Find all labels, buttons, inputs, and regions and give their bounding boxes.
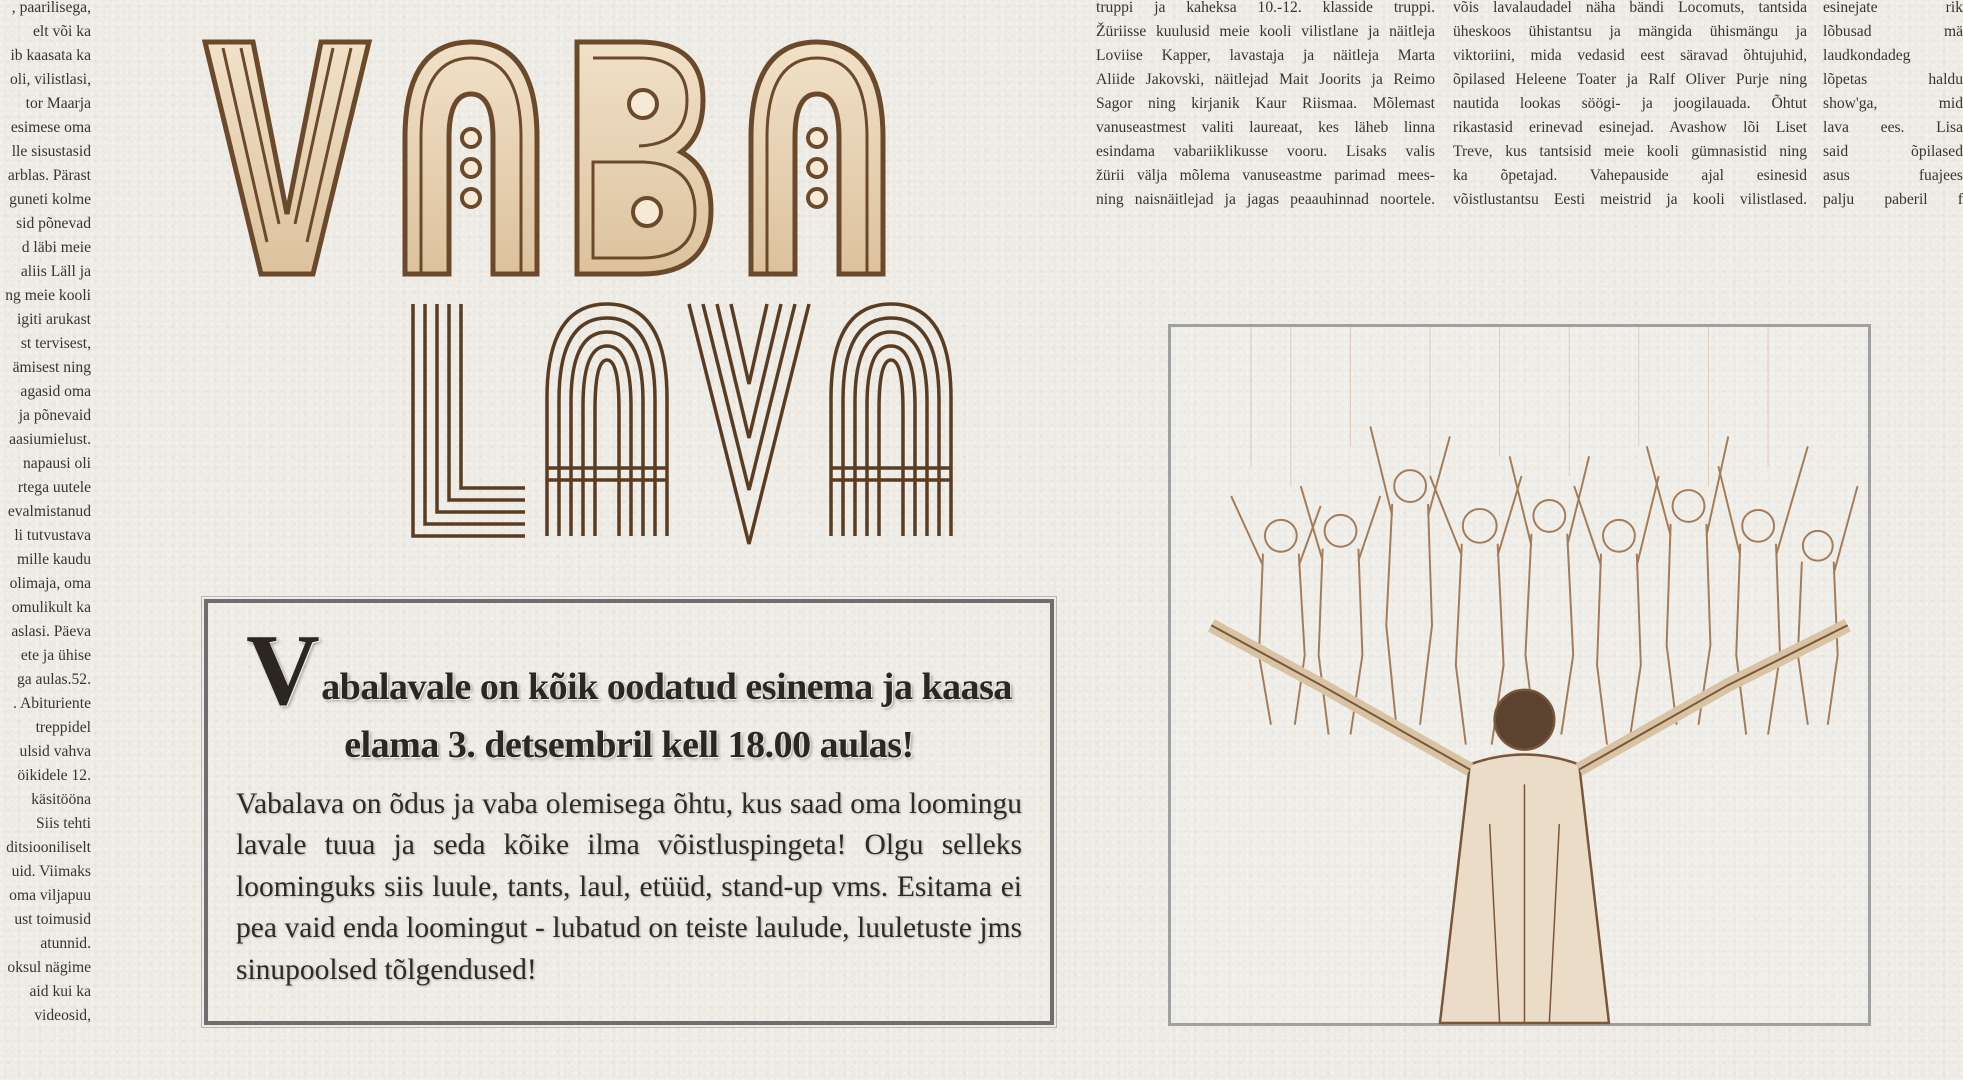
article-text-line: ning naisnäitlejad ja jagas peaauhinnad noortele. <box>1096 191 1435 208</box>
article-text-line: lava ees. Lisa <box>1823 119 1963 136</box>
article-text-line: oma viljapuu <box>9 887 91 904</box>
logo-letter-l <box>413 304 525 536</box>
crowd-person <box>1798 486 1858 725</box>
left-article-column <box>0 0 91 1080</box>
article-text-line: guneti kolme <box>9 191 91 208</box>
announcement-box <box>204 599 1054 1025</box>
article-text-line: li tutvustava <box>14 527 91 544</box>
article-text-line: aid kui ka <box>29 983 91 1000</box>
article-text-line: videosid, <box>34 1007 91 1024</box>
article-text-line: , paarilisega, <box>11 0 91 16</box>
article-text-line: ka õpetajad. Vahepauside ajal esinesid <box>1453 167 1807 184</box>
article-text-line: arblas. Pärast <box>7 167 91 184</box>
logo-letter-a-2 <box>751 42 883 274</box>
announcement-body: Vabalava on õdus ja vaba olemisega õhtu, kus saad oma loomingu lavale tuua ja seda kõike ilma võistluspingeta! Olgu selleks loominguks siis luule, tants, laul, etüüd, stand-up vms. Esitama ei pea vaid enda loomingut - lubatud on teiste laulude, luuletuste jms sinupoolsed tõlgendused! <box>236 787 1022 986</box>
article-text-line: käsitööna <box>31 791 91 808</box>
article-text-line: ga aulas.52. <box>16 671 91 688</box>
article-text-line: ng meie kooli <box>5 287 91 304</box>
article-text-line: lõbusad mä <box>1823 23 1963 40</box>
logo-letter-a-1 <box>405 42 537 274</box>
crowd-person <box>1718 446 1807 734</box>
article-text-line: ditsiooniliselt <box>6 839 91 856</box>
crowd-person <box>1574 476 1659 744</box>
article-text-line: atunnid. <box>40 935 91 952</box>
article-text-line: napausi oli <box>23 455 91 472</box>
article-text-line: oksul nägime <box>7 959 91 976</box>
article-text-line: ja põnevaid <box>18 407 91 424</box>
article-text-line: mille kaudu <box>16 551 91 568</box>
headline-drop-cap: V <box>246 614 320 727</box>
article-text-line: Žüriisse kuulusid meie kooli vilistlane ja näitleja <box>1096 23 1435 40</box>
article-text-line: show'ga, mid <box>1823 95 1963 112</box>
article-text-line: palju paberil f <box>1823 191 1963 208</box>
article-text-line: Siis tehti <box>35 815 91 832</box>
article-text-line: üheskoos ühistantsu ja mängida ühismängu ja <box>1453 23 1807 40</box>
article-text-line: said õpilased <box>1823 143 1963 160</box>
article-text-line: d läbi meie <box>21 239 91 256</box>
article-text-line: esindama vabariiklikusse vooru. Lisaks valis <box>1096 143 1435 160</box>
article-text-line: ete ja ühise <box>20 647 91 664</box>
article-text-line: rikastasid erinevad esinejad. Avashow lõi Liset <box>1453 119 1807 136</box>
article-text-line: tor Maarja <box>25 95 91 112</box>
article-text-line: lle sisustasid <box>11 143 91 160</box>
article-text-line: truppi ja kaheksa 10.-12. klasside truppi. <box>1096 0 1435 16</box>
article-text-line: aslasi. Päeva <box>11 623 91 640</box>
article-text-line: olimaja, oma <box>9 575 91 592</box>
article-text-line: ämisest ning <box>12 359 91 376</box>
crowd-person <box>1647 436 1729 724</box>
article-text-line: esimese oma <box>10 119 91 136</box>
article-text-line: omulikult ka <box>11 599 91 616</box>
top-article-column-1 <box>1096 0 1435 212</box>
logo-letter-a-4 <box>831 304 951 536</box>
crowd-person <box>1231 496 1320 725</box>
article-text-line: võis lavalaudadel näha bändi Locomuts, tantsida <box>1453 0 1807 16</box>
article-text-line: nautida lookas söögi- ja joogilauada. Õhtut <box>1453 95 1807 112</box>
article-text-line: võistlustantsu Eesti meistrid ja kooli vilistlased. <box>1453 191 1807 208</box>
logo-letter-v <box>205 42 369 274</box>
article-text-line: laudkondadeg <box>1823 47 1911 64</box>
article-text-line: st tervisest, <box>20 335 91 352</box>
article-text-line: sid põnevad <box>16 215 91 232</box>
vaba-lava-logo <box>195 28 1055 548</box>
article-text-line: igiti arukast <box>16 311 91 328</box>
article-text-line: aasiumielust. <box>9 431 91 448</box>
background-hatching <box>1251 327 1768 486</box>
article-text-line: Sagor ning kirjanik Kaur Riismaa. Mõlemast <box>1096 95 1435 112</box>
top-article-column-2 <box>1453 0 1807 212</box>
article-text-line: ib kaasata ka <box>10 47 91 64</box>
sketch-illustration-frame <box>1168 324 1871 1026</box>
article-text-line: Loviise Kapper, lavastaja ja näitleja Marta <box>1096 47 1435 64</box>
logo-letter-b <box>577 42 711 274</box>
article-text-line: agasid oma <box>20 383 91 400</box>
article-text-line: rtega uutele <box>17 479 91 496</box>
article-text-line: viktoriini, mida vedasid eest säravad õhtujuhid, <box>1453 47 1807 64</box>
article-text-line: treppidel <box>35 719 91 736</box>
article-text-line: vanuseastmest valiti laureaat, kes läheb linna <box>1096 119 1435 136</box>
article-text-line: Aliide Jakovski, näitlejad Mait Joorits ja Reimo <box>1096 71 1435 88</box>
logo-line-vaba <box>205 42 883 274</box>
announcement-headline <box>236 614 1022 774</box>
article-text-line: uid. Viimaks <box>11 863 91 880</box>
article-text-line: ulsid vahva <box>19 743 91 760</box>
crowd-sketch-illustration <box>1171 327 1868 1023</box>
crowd-person <box>1370 426 1450 724</box>
logo-line-lava <box>413 304 951 544</box>
logo-letter-v-2 <box>689 304 809 544</box>
article-text-line: oli, vilistlasi, <box>9 71 91 88</box>
article-text-line: žürii välja mõlema vanuseastme parimad mees- <box>1096 167 1435 184</box>
headline-text: abalavale on kõik oodatud esinema ja kaasa elama 3. detsembril kell 18.00 aulas! <box>321 665 1012 766</box>
article-text-line: asus fuajees <box>1823 167 1963 184</box>
article-text-line: ust toimusid <box>14 911 91 928</box>
article-text-line: lõpetas haldu <box>1823 71 1963 88</box>
article-text-line: esinejate rik <box>1823 0 1963 16</box>
article-text-line: öikidele 12. <box>17 767 91 784</box>
article-text-line: elt või ka <box>32 23 91 40</box>
article-text-line: evalmistanud <box>7 503 91 520</box>
article-text-line: Treve, kus tantsisid meie kooli gümnasistid ning <box>1453 143 1807 160</box>
top-article-column-3 <box>1823 0 1963 236</box>
article-text-line: õpilased Heleene Toater ja Ralf Oliver Purje ning <box>1453 71 1807 88</box>
logo-letter-a-3 <box>547 304 667 536</box>
article-text-line: aliis Läll ja <box>20 263 91 280</box>
article-text-line: . Abituriente <box>13 695 91 712</box>
